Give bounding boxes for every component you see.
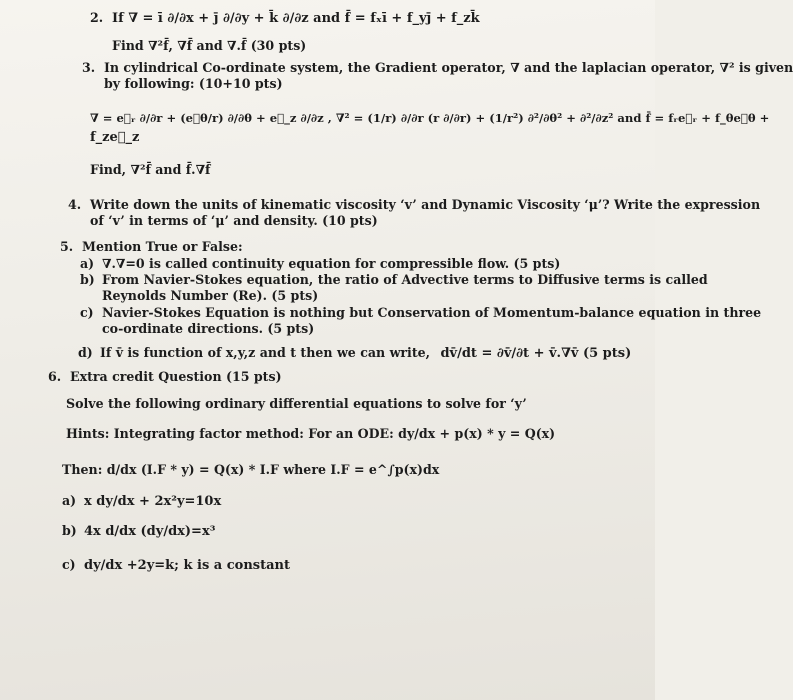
q6-b-label: b) <box>62 523 77 538</box>
q3-equation: ∇ = e⃗ᵣ ∂/∂r + (e⃗θ/r) ∂/∂θ + e⃗_z ∂/∂z , ∇² = (1/r) ∂/∂r (r ∂/∂r) + (1/r²) ∂²/∂θ² + ∂²/∂z² and f̄ = fᵣe⃗ᵣ + f_θe⃗θ + <box>90 111 770 125</box>
q5-b-text-2: Reynolds Number (Re). (5 pts) <box>102 288 319 303</box>
q6-hint: Hints: Integrating factor method: For an ODE: dy/dx + p(x) * y = Q(x) <box>66 426 556 441</box>
q6-b-equation: 4x d/dx (dy/dx)=x³ <box>84 524 216 539</box>
q2-statement <box>90 10 480 27</box>
q5-d <box>78 345 631 362</box>
q6-c-label: c) <box>62 557 76 572</box>
q5-c-text-2: co-ordinate directions. (5 pts) <box>102 321 315 336</box>
q2-number: 2. <box>90 10 104 25</box>
q6-c-equation: dy/dx +2y=k; k is a constant <box>84 558 290 573</box>
q5-d-equation: dv̄/dt = ∂v̄/∂t + v̄.∇v̄ (5 pts) <box>440 346 632 361</box>
q4-line1 <box>68 197 760 213</box>
q4-text-1: Write down the units of kinematic viscosity ‘v’ and Dynamic Viscosity ‘μ’? Write the expression <box>90 197 761 212</box>
q5-c-label: c) <box>80 305 94 320</box>
q5-number: 5. <box>60 239 74 254</box>
q4-line2: of ‘v’ in terms of ‘μ’ and density. (10 pts) <box>90 213 378 228</box>
q6-a <box>62 493 221 510</box>
q6-a-equation: x dy/dx + 2x²y=10x <box>84 494 222 509</box>
q5-d-text: If v̄ is function of x,y,z and t then we can write, <box>100 345 431 360</box>
q5-b-label: b) <box>80 272 95 287</box>
q3-line1 <box>82 60 793 76</box>
q3-number: 3. <box>82 60 96 75</box>
q5-a-text: ∇.∇=0 is called continuity equation for compressible flow. (5 pts) <box>102 256 561 271</box>
q5-a-label: a) <box>80 256 95 271</box>
q6-b <box>62 523 215 540</box>
q5-title-text: Mention True or False: <box>82 239 243 254</box>
q5-c-text-1: Navier-Stokes Equation is nothing but Conservation of Momentum-balance equation in three <box>102 305 762 320</box>
q5-b <box>80 272 708 288</box>
q5-c <box>80 305 761 321</box>
q6-c <box>62 557 290 574</box>
q6-a-label: a) <box>62 493 77 508</box>
q3-text-1: In cylindrical Co-ordinate system, the Gradient operator, ∇ and the laplacian operator, ∇² is given <box>104 60 793 75</box>
q6-then: Then: d/dx (I.F * y) = Q(x) * I.F where I.F = e^∫p(x)dx <box>62 462 440 477</box>
q2-text: If ∇ = ī ∂/∂x + j̄ ∂/∂y + k̄ ∂/∂z and f̄ = fₓī + f_yj̄ + f_zk̄ <box>112 11 480 26</box>
q5-b-text-1: From Navier-Stokes equation, the ratio of Advective terms to Diffusive terms is called <box>102 272 708 287</box>
q3-task: Find, ∇²f̄ and f̄.∇f̄ <box>90 162 211 177</box>
q6-instruction: Solve the following ordinary differential equations to solve for ‘y’ <box>66 396 527 411</box>
q6-title-text: Extra credit Question (15 pts) <box>70 369 282 384</box>
q5-title <box>60 239 243 255</box>
q3-line2: by following: (10+10 pts) <box>104 76 283 91</box>
q5-a <box>80 256 560 272</box>
q2-task: Find ∇²f̄, ∇f̄ and ∇.f̄ (30 pts) <box>112 38 307 53</box>
q6-number: 6. <box>48 369 62 384</box>
q6-title <box>48 369 282 385</box>
q3-equation-cont: f_ze⃗_z <box>90 130 140 145</box>
q4-number: 4. <box>68 197 82 212</box>
q5-d-label: d) <box>78 345 93 360</box>
